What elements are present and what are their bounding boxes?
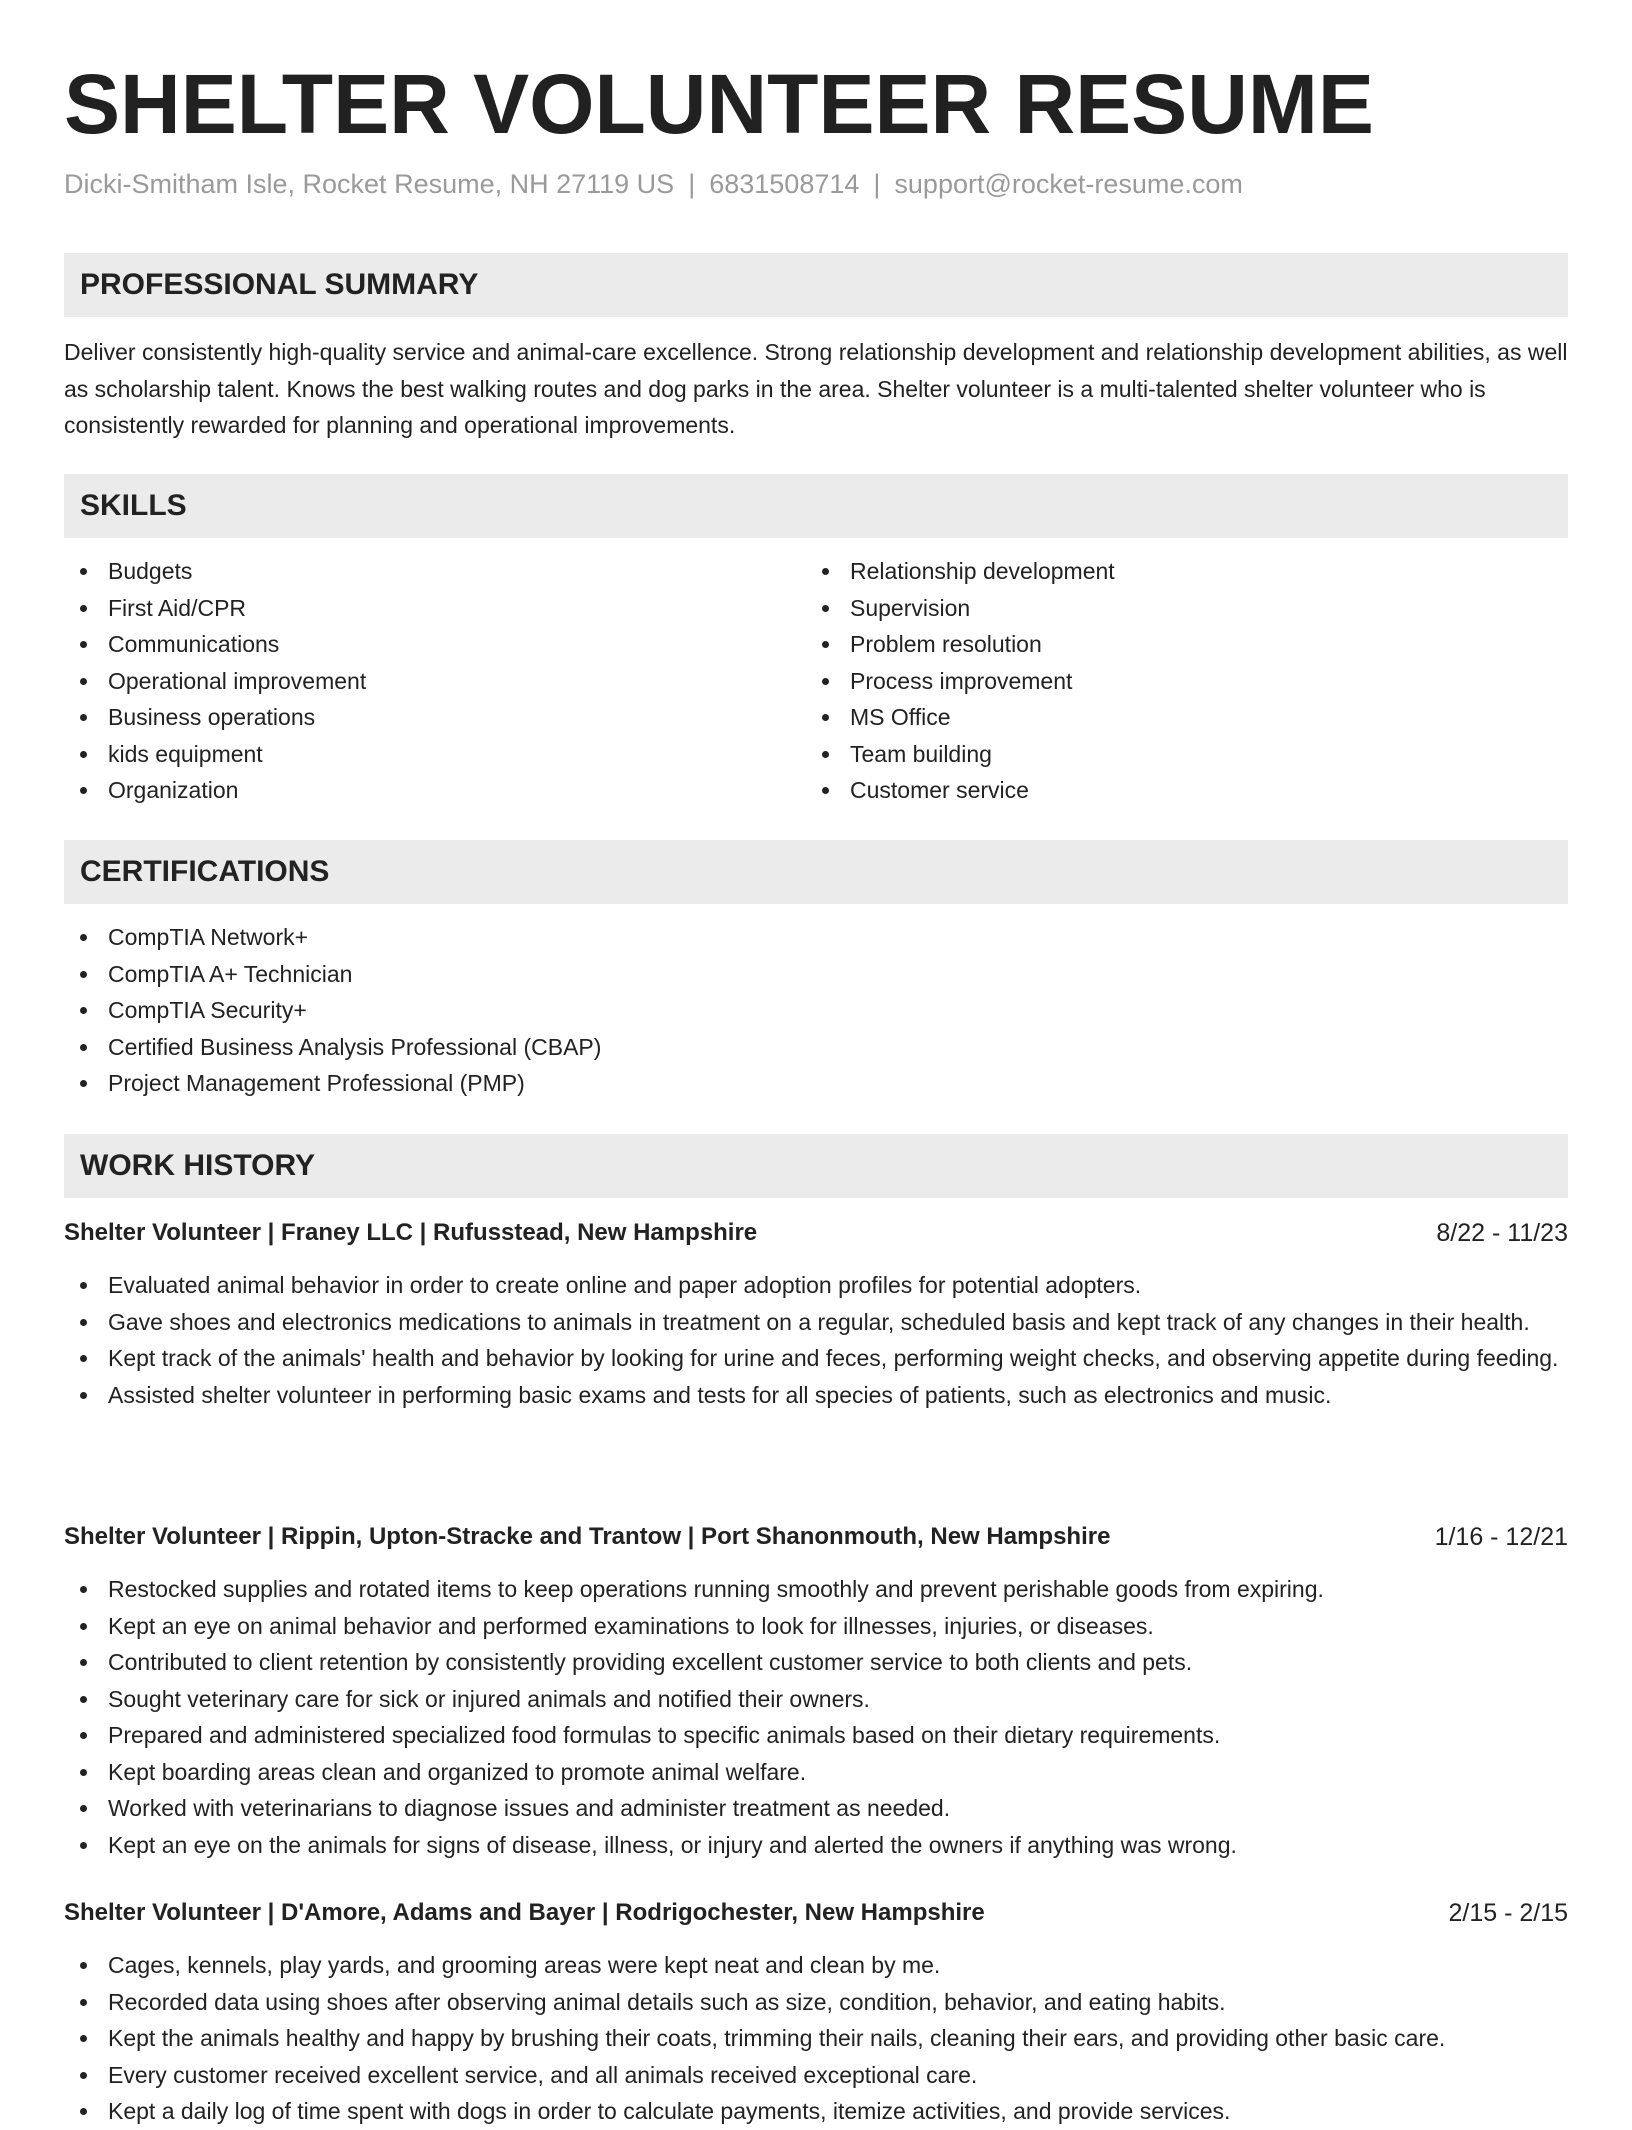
work-history-heading: WORK HISTORY [80, 1149, 316, 1182]
certifications-section-header [64, 840, 1568, 904]
skill-item: Operational improvement [64, 663, 804, 700]
job-header [64, 1519, 1568, 1555]
job-entry [64, 1895, 1568, 2130]
skills-section-header [64, 474, 1568, 538]
job-header [64, 1895, 1568, 1931]
skills-column-right [806, 553, 1546, 809]
contact-phone: 6831508714 [709, 169, 860, 199]
certification-item: Project Management Professional (PMP) [64, 1065, 1568, 1102]
skill-item: Organization [64, 772, 804, 809]
job-bullet: Contributed to client retention by consistently providing excellent customer service to both clients and pets. [64, 1644, 1568, 1681]
job-bullet: Kept track of the animals' health and behavior by looking for urine and feces, performing weight checks, and observing appetite during feeding. [64, 1340, 1568, 1377]
job-bullet: Recorded data using shoes after observing animal details such as size, condition, behavior, and eating habits. [64, 1984, 1568, 2021]
certifications-list [64, 919, 1568, 1102]
job-bullet: Kept an eye on animal behavior and performed examinations to look for illnesses, injuries, or diseases. [64, 1608, 1568, 1645]
certification-item: CompTIA Network+ [64, 919, 1568, 956]
certification-item: CompTIA A+ Technician [64, 956, 1568, 993]
summary-heading: PROFESSIONAL SUMMARY [80, 268, 479, 301]
job-bullet: Cages, kennels, play yards, and grooming areas were kept neat and clean by me. [64, 1947, 1568, 1984]
skill-item: Problem resolution [806, 626, 1546, 663]
certification-item: Certified Business Analysis Professional (CBAP) [64, 1029, 1568, 1066]
job-header [64, 1215, 1568, 1251]
job-bullet: Evaluated animal behavior in order to create online and paper adoption profiles for potential adopters. [64, 1267, 1568, 1304]
skill-item: Supervision [806, 590, 1546, 627]
job-bullet: Kept a daily log of time spent with dogs in order to calculate payments, itemize activities, and provide services. [64, 2093, 1568, 2130]
skill-item: Team building [806, 736, 1546, 773]
skill-item: Budgets [64, 553, 804, 590]
certifications-block [64, 919, 1568, 1102]
job-bullet: Sought veterinary care for sick or injured animals and notified their owners. [64, 1681, 1568, 1718]
job-bullet: Every customer received excellent service, and all animals received exceptional care. [64, 2057, 1568, 2094]
job-bullets [64, 1947, 1568, 2130]
job-entry [64, 1519, 1568, 1863]
skill-item: MS Office [806, 699, 1546, 736]
job-dates: 2/15 - 2/15 [1448, 1899, 1568, 1927]
skill-item: Business operations [64, 699, 804, 736]
skills-column-left [64, 553, 804, 809]
skill-item: Customer service [806, 772, 1546, 809]
skill-item: Process improvement [806, 663, 1546, 700]
job-bullet: Kept an eye on the animals for signs of disease, illness, or injury and alerted the owners if anything was wrong. [64, 1827, 1568, 1864]
job-title: Shelter Volunteer | Rippin, Upton-Stracke and Trantow | Port Shanonmouth, New Hampshire [64, 1523, 1111, 1550]
job-title: Shelter Volunteer | Franey LLC | Rufusstead, New Hampshire [64, 1219, 758, 1246]
job-bullets [64, 1267, 1568, 1413]
skills-list-right [806, 553, 1546, 809]
job-title: Shelter Volunteer | D'Amore, Adams and Bayer | Rodrigochester, New Hampshire [64, 1899, 985, 1926]
job-entry [64, 1215, 1568, 1413]
summary-section-header [64, 253, 1568, 317]
skills-heading: SKILLS [80, 489, 187, 522]
contact-email: support@rocket-resume.com [894, 169, 1243, 199]
contact-separator: | [688, 169, 696, 199]
skill-item: First Aid/CPR [64, 590, 804, 627]
contact-address: Dicki-Smitham Isle, Rocket Resume, NH 27119 US [64, 169, 675, 199]
job-bullet: Prepared and administered specialized food formulas to specific animals based on their dietary requirements. [64, 1717, 1568, 1754]
job-dates: 8/22 - 11/23 [1436, 1219, 1568, 1247]
skill-item: Relationship development [806, 553, 1546, 590]
job-bullets [64, 1571, 1568, 1863]
work-history-section-header [64, 1134, 1568, 1198]
job-bullet: Kept the animals healthy and happy by brushing their coats, trimming their nails, cleaning their ears, and providing other basic care. [64, 2020, 1568, 2057]
job-bullet: Restocked supplies and rotated items to keep operations running smoothly and prevent perishable goods from expiring. [64, 1571, 1568, 1608]
resume-title: SHELTER VOLUNTEER RESUME [64, 57, 1374, 151]
skills-list-left [64, 553, 804, 809]
job-bullet: Kept boarding areas clean and organized to promote animal welfare. [64, 1754, 1568, 1791]
contact-separator: | [873, 169, 881, 199]
certifications-heading: CERTIFICATIONS [80, 855, 330, 888]
job-bullet: Assisted shelter volunteer in performing basic exams and tests for all species of patients, such as electronics and music. [64, 1377, 1568, 1414]
contact-line [64, 166, 1243, 202]
job-bullet: Gave shoes and electronics medications to animals in treatment on a regular, scheduled basis and kept track of any changes in their health. [64, 1304, 1568, 1341]
certification-item: CompTIA Security+ [64, 992, 1568, 1029]
skill-item: kids equipment [64, 736, 804, 773]
job-dates: 1/16 - 12/21 [1434, 1523, 1568, 1551]
skill-item: Communications [64, 626, 804, 663]
job-bullet: Worked with veterinarians to diagnose issues and administer treatment as needed. [64, 1790, 1568, 1827]
summary-text: Deliver consistently high-quality service and animal-care excellence. Strong relationship development and relationship development abilities, as well as scholarship talent. Knows the best walking routes and dog parks in the area. Shelter volunteer is a multi-talented shelter volunteer who is consistently rewarded for planning and operational improvements. [64, 339, 1568, 438]
